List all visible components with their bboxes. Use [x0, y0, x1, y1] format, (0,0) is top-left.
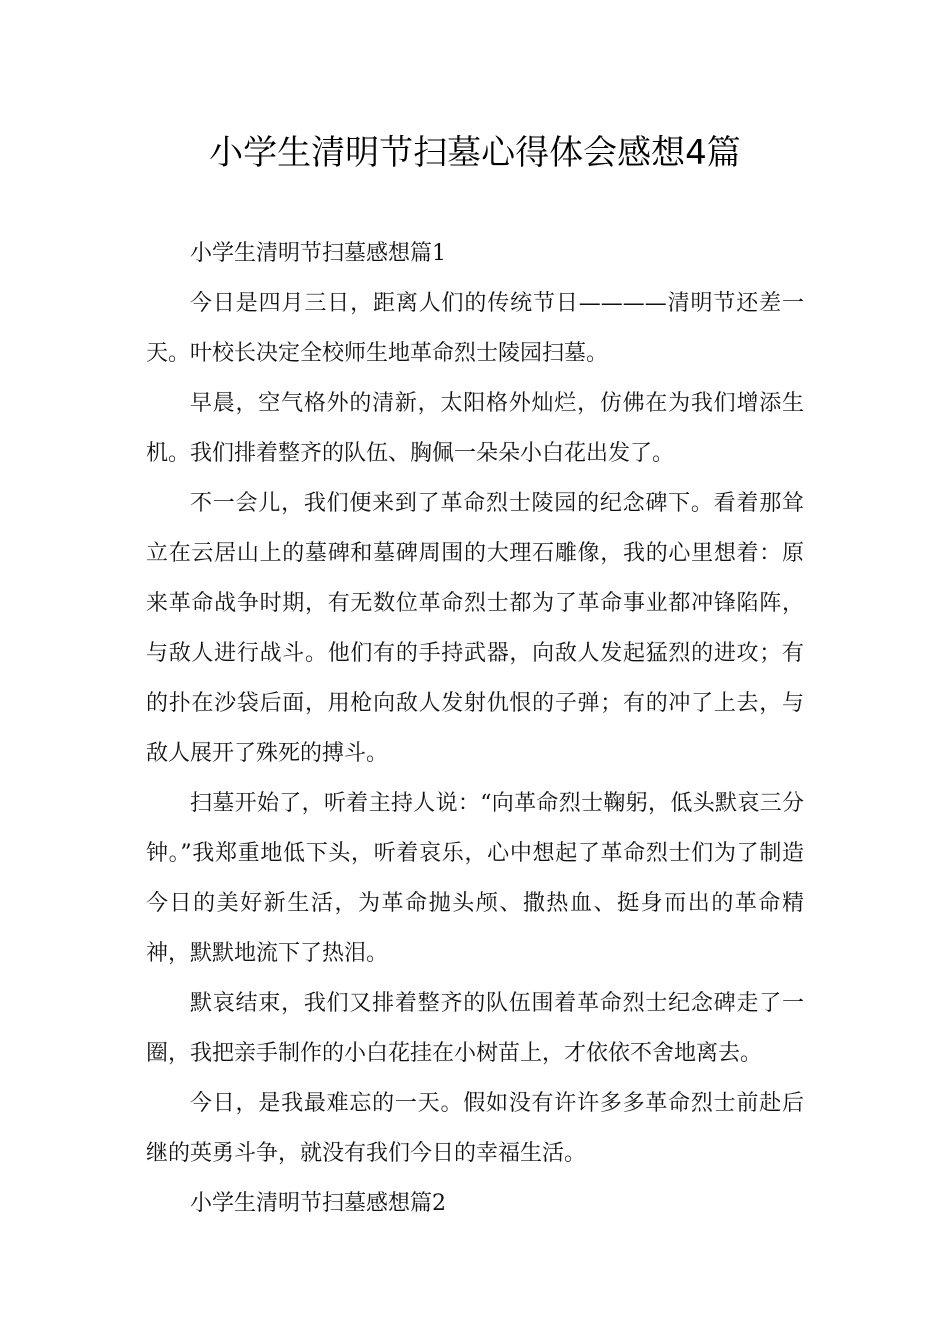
section-heading-2: 小学生清明节扫墓感想篇2	[190, 1191, 446, 1216]
section-heading-1: 小学生清明节扫墓感想篇1	[190, 241, 446, 266]
document-title: 小学生清明节扫墓心得体会感想4篇	[209, 133, 741, 173]
document-body	[146, 229, 804, 1229]
paragraph: 今日是四月三日，距离人们的传统节日————清明节还差一天。叶校长决定全校师生地革命烈士陵园扫墓。	[146, 291, 804, 366]
paragraph: 今日，是我最难忘的一天。假如没有许许多多革命烈士前赴后继的英勇斗争，就没有我们今日的幸福生活。	[146, 1091, 804, 1166]
paragraph: 默哀结束，我们又排着整齐的队伍围着革命烈士纪念碑走了一圈，我把亲手制作的小白花挂在小树苗上，才依依不舍地离去。	[146, 991, 804, 1066]
paragraph: 扫墓开始了，听着主持人说：“向革命烈士鞠躬，低头默哀三分钟。”我郑重地低下头，听着哀乐，心中想起了革命烈士们为了制造今日的美好新生活，为革命抛头颅、撒热血、挺身而出的革命精神，默默地流下了热泪。	[146, 791, 804, 966]
paragraph: 不一会儿，我们便来到了革命烈士陵园的纪念碑下。看着那耸立在云居山上的墓碑和墓碑周围的大理石雕像，我的心里想着：原来革命战争时期，有无数位革命烈士都为了革命事业都冲锋陷阵，与敌人进行战斗。他们有的手持武器，向敌人发起猛烈的进攻；有的扑在沙袋后面，用枪向敌人发射仇恨的子弹；有的冲了上去，与敌人展开了殊死的搏斗。	[146, 491, 804, 766]
paragraph: 早晨，空气格外的清新，太阳格外灿烂，仿佛在为我们增添生机。我们排着整齐的队伍、胸佩一朵朵小白花出发了。	[146, 391, 804, 466]
